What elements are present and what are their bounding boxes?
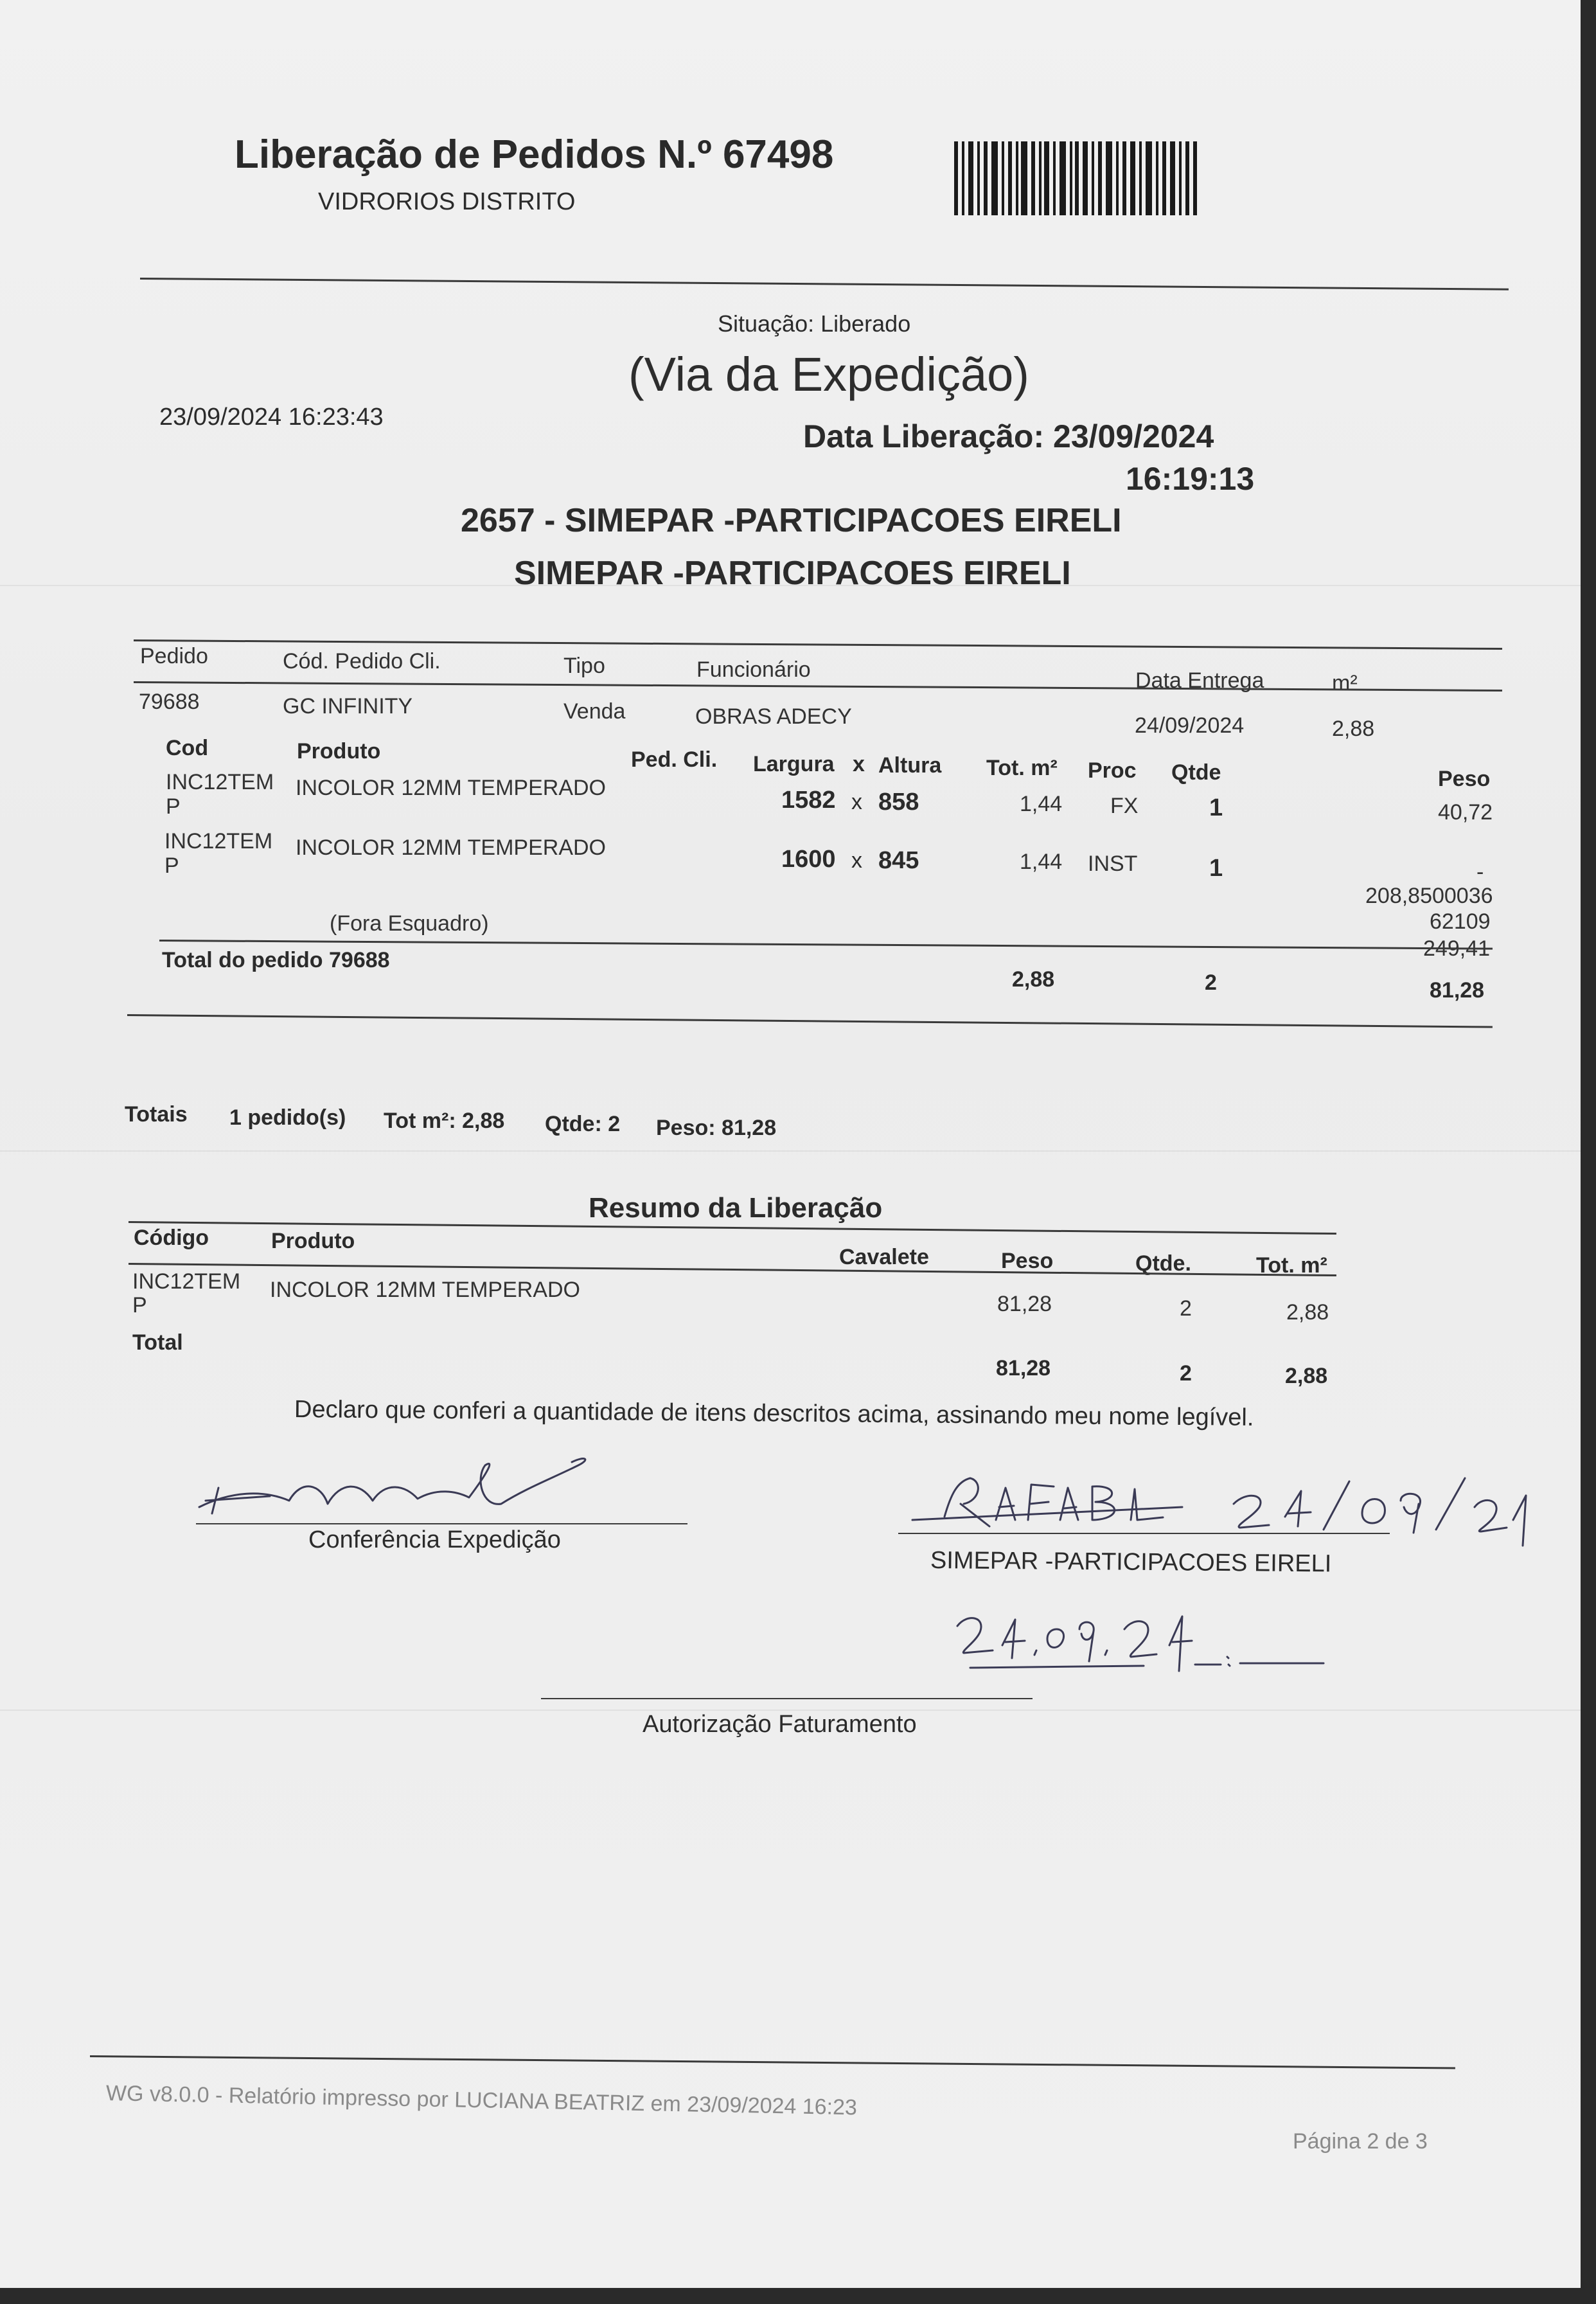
situacao-text: Situação: Liberado: [718, 310, 911, 337]
hora-liberacao: 16:19:13: [1126, 461, 1255, 497]
handwritten-signature-conferencia: [193, 1452, 630, 1530]
label-data-entrega: Data Entrega: [1135, 668, 1264, 693]
total-pedido-qtde: 2: [1205, 970, 1217, 995]
col-proc: Proc: [1088, 758, 1137, 783]
col-largura: Largura: [753, 752, 835, 776]
barcode: [954, 141, 1198, 215]
totais-label: Totais: [125, 1102, 188, 1127]
signature-label-cliente: SIMEPAR -PARTICIPACOES EIRELI: [930, 1547, 1332, 1578]
total-pedido-peso: 81,28: [1430, 978, 1485, 1003]
label-m2: m²: [1332, 671, 1358, 695]
resumo-total-qtde: 2: [1180, 1361, 1192, 1386]
signature-label-conferencia: Conferência Expedição: [308, 1526, 561, 1553]
resumo-col-peso: Peso: [1001, 1249, 1054, 1273]
item-1-qtde: 1: [1209, 794, 1223, 821]
label-funcionario: Funcionário: [696, 657, 811, 682]
signature-label-autorizacao: Autorização Faturamento: [643, 1711, 917, 1738]
value-cod-pedido-cli: GC INFINITY: [283, 694, 413, 719]
item-2-tot-m2: 1,44: [1020, 850, 1063, 874]
item-2-altura: 845: [878, 847, 919, 874]
totais-pedidos: 1 pedido(s): [229, 1105, 346, 1130]
item-2-cod: INC12TEM: [164, 829, 273, 853]
item-1-proc: FX: [1110, 794, 1139, 818]
resumo-total-label: Total: [132, 1330, 183, 1355]
resumo-total-peso: 81,28: [996, 1356, 1051, 1380]
value-pedido: 79688: [139, 690, 200, 714]
document-title: Liberação de Pedidos N.º 67498: [235, 132, 834, 177]
resumo-row-tot-m2: 2,88: [1286, 1300, 1329, 1325]
item-2-peso-line-3: 249,41: [1423, 936, 1490, 961]
divider: [134, 639, 1502, 650]
resumo-row-cod-cont: P: [132, 1293, 147, 1317]
item-2-peso-dash: -: [1476, 860, 1484, 884]
item-2-qtde: 1: [1209, 855, 1223, 882]
value-funcionario: OBRAS ADECY: [695, 704, 852, 729]
resumo-row-peso: 81,28: [997, 1292, 1052, 1316]
col-qtde: Qtde: [1171, 760, 1221, 785]
col-cod: Cod: [166, 736, 209, 760]
totais-qtde: Qtde: 2: [545, 1112, 621, 1136]
value-m2: 2,88: [1332, 717, 1375, 741]
value-tipo: Venda: [563, 699, 626, 724]
value-data-entrega: 24/09/2024: [1135, 713, 1245, 738]
resumo-row-cod: INC12TEM: [132, 1269, 241, 1294]
totais-tot-m2: Tot m²: 2,88: [384, 1109, 505, 1133]
footer-report-info: WG v8.0.0 - Relatório impresso por LUCIANA BEATRIZ em 23/09/2024 16:23: [105, 2081, 858, 2120]
data-liberacao: Data Liberação: 23/09/2024: [803, 418, 1214, 454]
label-cod-pedido-cli: Cód. Pedido Cli.: [283, 649, 441, 674]
item-1-altura: 858: [878, 789, 919, 816]
divider: [127, 1014, 1493, 1028]
divider: [134, 681, 1502, 692]
signature-line-autorizacao: [541, 1698, 1033, 1699]
via-label: (Via da Expedição): [628, 348, 1029, 401]
company-name: VIDRORIOS DISTRITO: [318, 188, 576, 215]
label-tipo: Tipo: [563, 654, 605, 678]
item-1-x: x: [851, 790, 862, 814]
footer-page-number: Página 2 de 3: [1293, 2129, 1428, 2154]
col-peso: Peso: [1438, 767, 1491, 791]
client-line-1: 2657 - SIMEPAR -PARTICIPACOES EIRELI: [461, 502, 1122, 539]
col-produto: Produto: [297, 739, 381, 764]
col-tot-m2: Tot. m²: [986, 756, 1058, 780]
divider: [140, 278, 1509, 290]
totais-peso: Peso: 81,28: [656, 1116, 777, 1140]
col-ped-cli: Ped. Cli.: [631, 747, 718, 772]
item-2-obs: (Fora Esquadro): [330, 911, 489, 936]
signature-line-conferencia: [196, 1523, 687, 1524]
resumo-col-cavalete: Cavalete: [839, 1245, 929, 1269]
resumo-col-tot-m2: Tot. m²: [1256, 1253, 1327, 1278]
resumo-row-qtde: 2: [1180, 1296, 1192, 1321]
resumo-col-produto: Produto: [271, 1229, 355, 1253]
item-2-produto: INCOLOR 12MM TEMPERADO: [296, 835, 607, 860]
item-2-peso-line-1: 208,8500036: [1365, 884, 1493, 908]
resumo-row-produto: INCOLOR 12MM TEMPERADO: [270, 1278, 581, 1302]
item-1-largura: 1582: [781, 787, 836, 814]
item-1-produto: INCOLOR 12MM TEMPERADO: [296, 776, 607, 800]
fold-crease: [0, 1150, 1581, 1152]
item-1-peso: 40,72: [1438, 800, 1493, 825]
resumo-col-codigo: Código: [134, 1226, 209, 1250]
resumo-title: Resumo da Liberação: [589, 1192, 883, 1224]
handwritten-date-bottom: [951, 1600, 1336, 1690]
item-1-cod-cont: P: [166, 794, 181, 819]
resumo-col-qtde: Qtde.: [1135, 1251, 1191, 1276]
item-2-peso-line-2: 62109: [1430, 909, 1491, 934]
item-1-tot-m2: 1,44: [1020, 792, 1063, 816]
item-2-largura: 1600: [781, 846, 836, 873]
item-1-cod: INC12TEM: [166, 770, 274, 794]
label-pedido: Pedido: [140, 644, 208, 668]
total-pedido-label: Total do pedido 79688: [162, 948, 390, 972]
total-pedido-m2: 2,88: [1012, 967, 1055, 992]
signature-line-cliente: [898, 1533, 1390, 1534]
footer-divider: [90, 2055, 1455, 2069]
col-altura: Altura: [878, 753, 942, 778]
item-2-x: x: [851, 848, 862, 873]
print-timestamp: 23/09/2024 16:23:43: [159, 404, 384, 431]
item-2-cod-cont: P: [164, 853, 179, 878]
declaration-text: Declaro que conferi a quantidade de itens descritos acima, assinando meu nome legível.: [294, 1396, 1254, 1432]
item-2-proc: INST: [1088, 852, 1138, 876]
col-x: x: [853, 752, 865, 776]
client-line-2: SIMEPAR -PARTICIPACOES EIRELI: [514, 555, 1071, 592]
resumo-total-tot-m2: 2,88: [1285, 1364, 1328, 1388]
